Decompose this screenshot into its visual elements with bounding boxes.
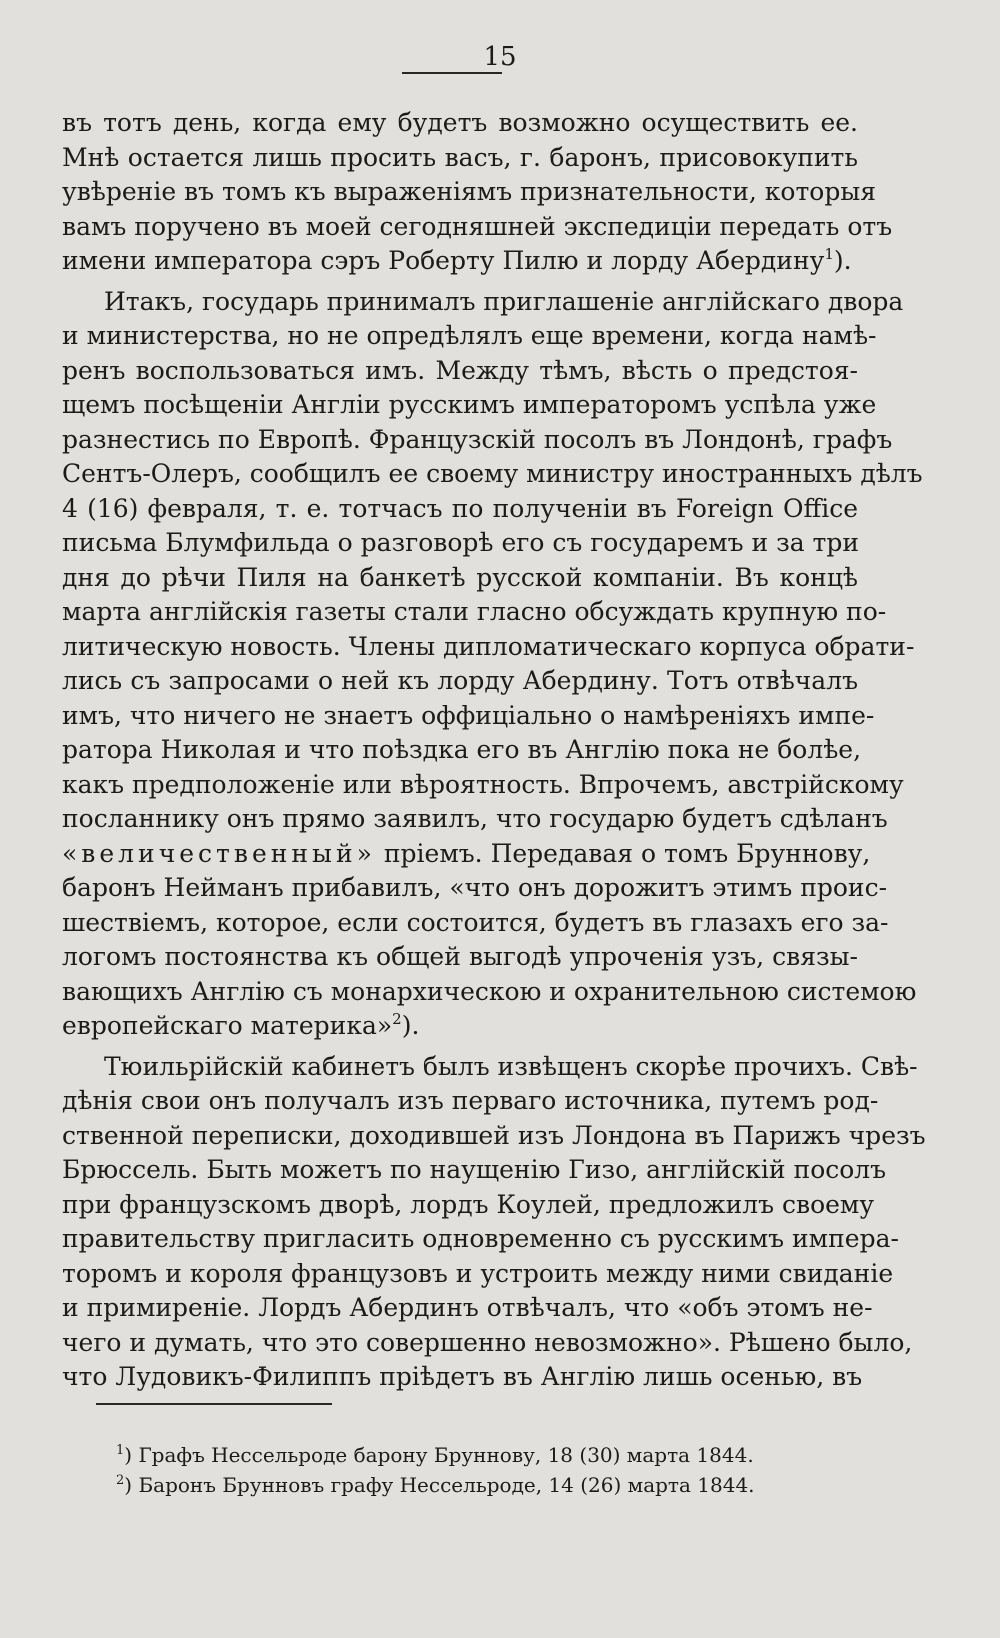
text-line [62,210,893,245]
header-rule [402,72,502,74]
text-line [62,1222,899,1257]
footnote-mark: 1 [116,1443,125,1458]
text-line [62,802,888,837]
text-line [62,975,917,1010]
line-text: вамъ поручено въ моей сегодняшней экспедиціи передать отъ [62,211,893,241]
footnote-text: ) Баронъ Брунновъ графу Нессельроде, 14 (26) марта 1844. [124,1473,755,1497]
text-line [62,1119,926,1154]
text-line [62,699,875,734]
line-text: Брюссель. Быть можетъ по наущенію Гизо, англійскій посолъ [62,1155,887,1184]
text-line [62,733,862,768]
line-tail: ). [401,1011,420,1040]
footnotes [116,1440,816,1500]
line-tail: ). [833,246,852,275]
line-text: Мнѣ остается лишь просить васъ, г. баронъ, присовокупить [62,142,858,172]
footnote-rule [96,1403,332,1405]
text-line [62,244,858,279]
page-number: 15 [483,42,517,72]
line-text: европейскаго материка» [62,1011,393,1040]
text-line [62,388,877,423]
line-text: литическую новость. Члены дипломатическаго корпуса обрати- [62,631,915,661]
text-line [62,940,858,975]
line-text: письма Блумфильда о разговорѣ его съ государемъ и за три [62,528,860,557]
line-text: при французскомъ дворѣ, лордъ Коулей, предложилъ своему [62,1189,875,1219]
line-text: лись съ запросами о ней къ лорду Абердину. Тотъ отвѣчалъ [62,666,858,695]
line-text: ратора Николая и что поѣздка его въ Англію пока не болѣе, [62,735,862,764]
line-text: марта англійскія газеты стали гласно обсуждать крупную по- [62,597,887,626]
text-line [62,1050,918,1085]
line-text: какъ предположеніе или вѣроятность. Впрочемъ, австрійскому [62,769,904,799]
text-line [62,492,858,527]
text-line [62,1257,894,1292]
text-line [62,354,858,389]
text-line [62,1188,875,1223]
line-text: щемъ посѣщеніи Англіи русскимъ императоромъ успѣла уже [62,390,877,419]
text-line [62,1291,873,1326]
line-tail: пріемъ. Передавая о томъ Бруннову, [375,838,871,868]
body-text [62,106,926,1395]
line-text: и министерства, но не опредѣлялъ еще времени, когда намѣ- [62,321,877,350]
line-text: вающихъ Англію съ монархическою и охранительною системою [62,976,917,1006]
line-text: 4 (16) февраля, т. е. тотчасъ по полученіи въ Foreign Office [62,493,858,523]
text-line [62,871,888,906]
line-text: въ тотъ день, когда ему будетъ возможно осуществить ее. [62,108,858,137]
line-text: шествіемъ, которое, если состоится, будетъ въ глазахъ его за- [62,907,889,937]
text-line [62,595,887,630]
text-line [62,285,904,320]
footnote-ref: 2 [392,1010,402,1028]
line-text: посланнику онъ прямо заявилъ, что государю будетъ сдѣланъ [62,804,888,833]
line-text: чего и думать, что это совершенно невозможно». Рѣшено было, [62,1327,913,1357]
text-line [62,319,877,354]
text-line [62,175,877,210]
footnote [116,1440,816,1470]
text-line [62,837,871,872]
text-line [62,457,923,492]
line-text: Итакъ, государь принималъ приглашеніе англійскаго двора [104,286,904,316]
footnote-mark: 2 [116,1473,125,1488]
text-line [62,1326,913,1361]
footnote-text: ) Графъ Нессельроде барону Бруннову, 18 (30) марта 1844. [124,1443,754,1467]
text-line [62,1084,879,1119]
text-line [62,664,858,699]
line-text: Сентъ-Олеръ, сообщилъ ее своему министру иностранныхъ дѣлъ [62,459,923,488]
line-text: ственной переписки, доходившей изъ Лондона въ Парижъ чрезъ [62,1120,926,1150]
text-line [62,106,858,141]
line-text: и примиреніе. Лордъ Абердинъ отвѣчалъ, что «объ этомъ не- [62,1293,873,1322]
footnote-ref: 1 [824,245,834,263]
line-text: разнестись по Европѣ. Французскій посолъ въ Лондонѣ, графъ [62,424,893,454]
line-text: дня до рѣчи Пиля на банкетѣ русской компаніи. Въ концѣ [62,562,858,592]
text-line [62,1009,858,1044]
text-line [62,141,858,176]
line-text: баронъ Нейманъ прибавилъ, «что онъ дорожитъ этимъ проис- [62,873,888,902]
line-text: увѣреніе въ томъ къ выраженіямъ признательности, которыя [62,177,877,206]
text-line [62,768,904,803]
line-text: Тюильрійскій кабинетъ былъ извѣщенъ скорѣе прочихъ. Свѣ- [104,1051,918,1081]
text-line [62,423,893,458]
line-text: логомъ постоянства къ общей выгодѣ упроченія узъ, связы- [62,942,858,971]
text-line [62,526,858,561]
text-line [62,630,915,665]
line-text: торомъ и короля французовъ и устроить между ними свиданіе [62,1258,894,1288]
line-text: ренъ воспользоваться имъ. Между тѣмъ, вѣсть о предстоя- [62,355,858,385]
footnote [116,1470,816,1500]
text-line [62,1360,863,1395]
text-line [62,1153,887,1188]
line-text: правительству пригласить одновременно съ русскимъ импера- [62,1224,899,1253]
spaced-emphasis: «величественный» [62,838,376,868]
line-text: имени императора сэръ Роберту Пилю и лорду Абердину [62,246,825,275]
line-text: что Лудовикъ-Филиппъ пріѣдетъ въ Англію лишь осенью, въ [62,1362,863,1391]
text-line [62,561,858,596]
line-text: имъ, что ничего не знаетъ оффиціально о намѣреніяхъ импе- [62,700,875,730]
text-line [62,906,889,941]
line-text: дѣнія свои онъ получалъ изъ перваго источника, путемъ род- [62,1086,879,1115]
